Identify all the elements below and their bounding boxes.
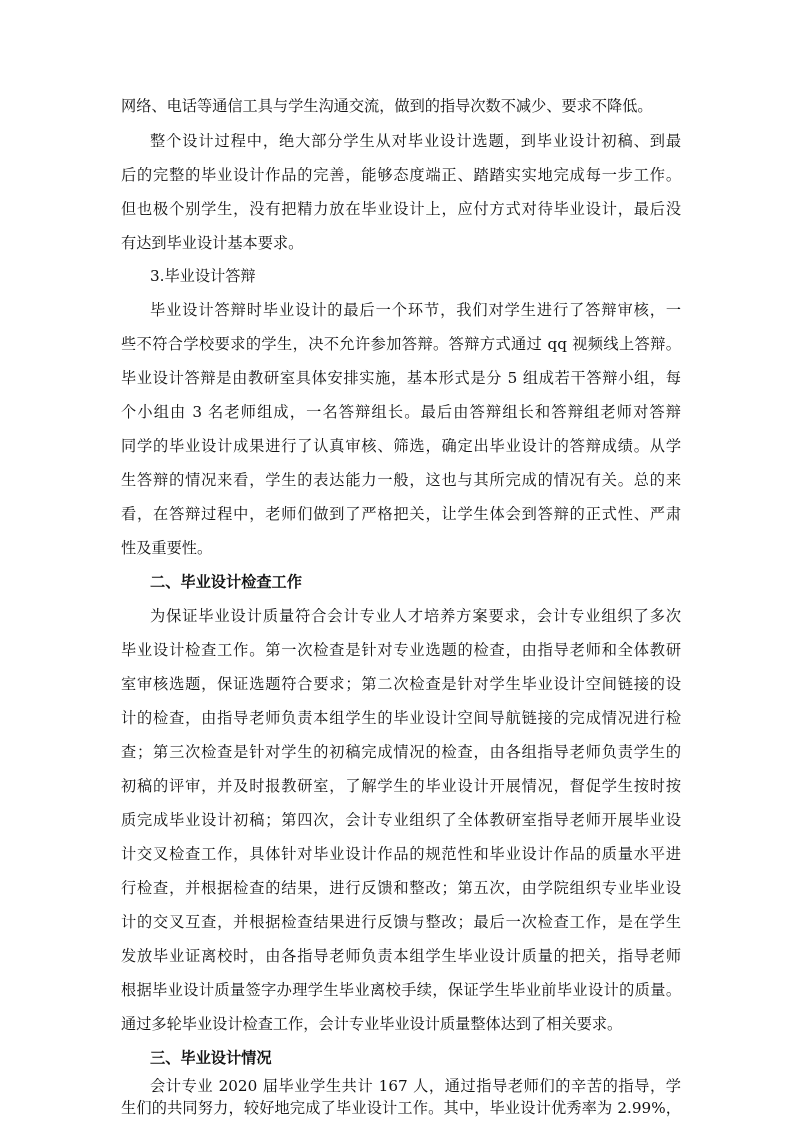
- text-line: 初稿的评审，并及时报教研室，了解学生的毕业设计开展情况，督促学生按时按: [121, 777, 681, 795]
- section-heading-situation: 三、毕业设计情况: [150, 1049, 272, 1067]
- text-line: 生答辩的情况来看，学生的表达能力一般，这也与其所完成的情况有关。总的来: [121, 471, 681, 489]
- text-line: 根据毕业设计质量签字办理学生毕业离校手续，保证学生毕业前毕业设计的质量。: [121, 981, 681, 999]
- subheading-defense: 3.毕业设计答辩: [150, 267, 256, 285]
- text-line: 些不符合学校要求的学生，决不允许参加答辩。答辩方式通过 qq 视频线上答辩。: [121, 335, 681, 353]
- text-line: 整个设计过程中，绝大部分学生从对毕业设计选题，到毕业设计初稿、到最: [150, 132, 681, 150]
- text-line: 网络、电话等通信工具与学生沟通交流，做到的指导次数不减少、要求不降低。: [121, 97, 653, 115]
- text-line: 查；第三次检查是针对学生的初稿完成情况的检查，由各组指导老师负责学生的: [121, 743, 681, 761]
- text-line: 毕业设计答辩时毕业设计的最后一个环节，我们对学生进行了答辩审核，一: [150, 301, 681, 319]
- text-line: 质完成毕业设计初稿；第四次，会计专业组织了全体教研室指导老师开展毕业设: [121, 811, 681, 829]
- text-line: 为保证毕业设计质量符合会计专业人才培养方案要求，会计专业组织了多次: [150, 607, 681, 625]
- text-line: 毕业设计检查工作。第一次检查是针对专业选题的检查，由指导老师和全体教研: [121, 641, 681, 659]
- text-line: 有达到毕业设计基本要求。: [121, 234, 304, 252]
- text-line: 通过多轮毕业设计检查工作，会计专业毕业设计质量整体达到了相关要求。: [121, 1015, 623, 1033]
- text-line: 但也极个别学生，没有把精力放在毕业设计上，应付方式对待毕业设计，最后没: [121, 200, 681, 218]
- text-line: 室审核选题，保证选题符合要求；第二次检查是针对学生毕业设计空间链接的设: [121, 675, 681, 693]
- text-line: 个小组由 3 名老师组成，一名答辩组长。最后由答辩组长和答辩组老师对答辩: [121, 403, 681, 421]
- text-line: 毕业设计答辩是由教研室具体安排实施，基本形式是分 5 组成若干答辩小组，每: [121, 369, 681, 387]
- text-line: 计的检查，由指导老师负责本组学生的毕业设计空间导航链接的完成情况进行检: [121, 709, 681, 727]
- text-line: 行检查，并根据检查的结果，进行反馈和整改；第五次，由学院组织专业毕业设: [121, 879, 681, 897]
- text-line: 看，在答辩过程中，老师们做到了严格把关，让学生体会到答辩的正式性、严肃: [121, 505, 681, 523]
- text-line: 发放毕业证离校时，由各指导老师负责本组学生毕业设计质量的把关，指导老师: [121, 947, 681, 965]
- text-line: 后的完整的毕业设计作品的完善，能够态度端正、踏踏实实地完成每一步工作。: [121, 166, 681, 184]
- text-line: 性及重要性。: [121, 539, 213, 557]
- text-line: 同学的毕业设计成果进行了认真审核、筛选，确定出毕业设计的答辩成绩。从学: [121, 437, 681, 455]
- text-line: 计的交叉互查，并根据检查结果进行反馈与整改；最后一次检查工作，是在学生: [121, 913, 681, 931]
- section-heading-inspection: 二、毕业设计检查工作: [150, 573, 302, 591]
- text-line: 生们的共同努力，较好地完成了毕业设计工作。其中，毕业设计优秀率为 2.99%，: [121, 1099, 681, 1117]
- text-line: 计交叉检查工作，具体针对毕业设计作品的规范性和毕业设计作品的质量水平进: [121, 845, 681, 863]
- text-line: 会计专业 2020 届毕业学生共计 167 人，通过指导老师们的辛苦的指导，学: [150, 1077, 681, 1095]
